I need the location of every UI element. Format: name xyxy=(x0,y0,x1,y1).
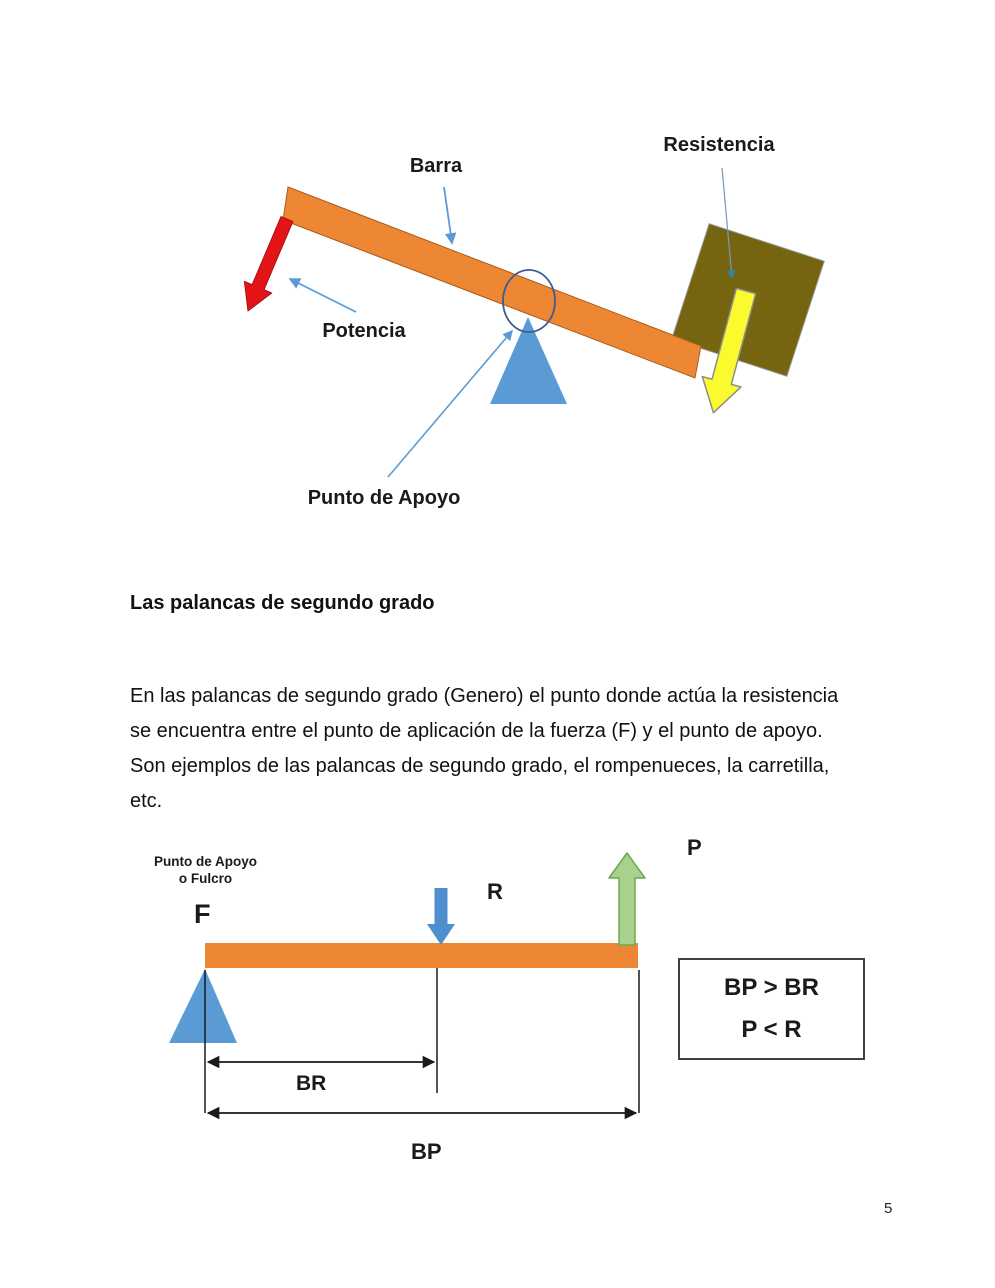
power-arrow-icon xyxy=(609,853,645,945)
punto-de-apoyo-label: Punto de Apoyo xyxy=(307,487,461,509)
potencia-force-arrow-icon xyxy=(234,213,301,317)
fulcrum-triangle-2 xyxy=(169,969,237,1043)
potencia-label: Potencia xyxy=(322,320,406,342)
fulcrum-caption-line1: Punto de Apoyo xyxy=(154,854,257,869)
barra-pointer-line xyxy=(444,187,452,243)
paragraph-line: Son ejemplos de las palancas de segundo grado, el rompenueces, la carretilla, xyxy=(130,755,830,777)
bp-label: BP xyxy=(411,1139,442,1164)
power-p-label: P xyxy=(687,835,702,860)
potencia-pointer-line xyxy=(290,279,356,312)
fulcrum-caption-line2: o Fulcro xyxy=(178,871,233,886)
br-label: BR xyxy=(296,1072,327,1095)
lever-bar xyxy=(283,187,701,378)
force-f-label: F xyxy=(194,899,211,929)
body-paragraph xyxy=(130,679,838,819)
section-heading: Las palancas de segundo grado xyxy=(130,592,435,614)
fulcrum-triangle xyxy=(490,317,567,404)
barra-label: Barra xyxy=(409,155,463,177)
page-number: 5 xyxy=(884,1200,893,1217)
paragraph-line: se encuentra entre el punto de aplicación de la fuerza (F) y el punto de apoyo. xyxy=(130,720,823,742)
relation-line-1: BP > BR xyxy=(724,974,819,1001)
resistencia-label: Resistencia xyxy=(663,134,775,156)
lever-bar-2 xyxy=(205,943,638,968)
resistance-arrow-icon xyxy=(427,888,455,945)
relation-line-2: P < R xyxy=(741,1016,802,1043)
resistance-r-label: R xyxy=(487,879,503,904)
paragraph-line: etc. xyxy=(130,790,163,812)
relation-box xyxy=(678,958,865,1060)
fulcrum-caption xyxy=(148,853,263,887)
paragraph-line: En las palancas de segundo grado (Genero) el punto donde actúa la resistencia xyxy=(130,685,839,707)
